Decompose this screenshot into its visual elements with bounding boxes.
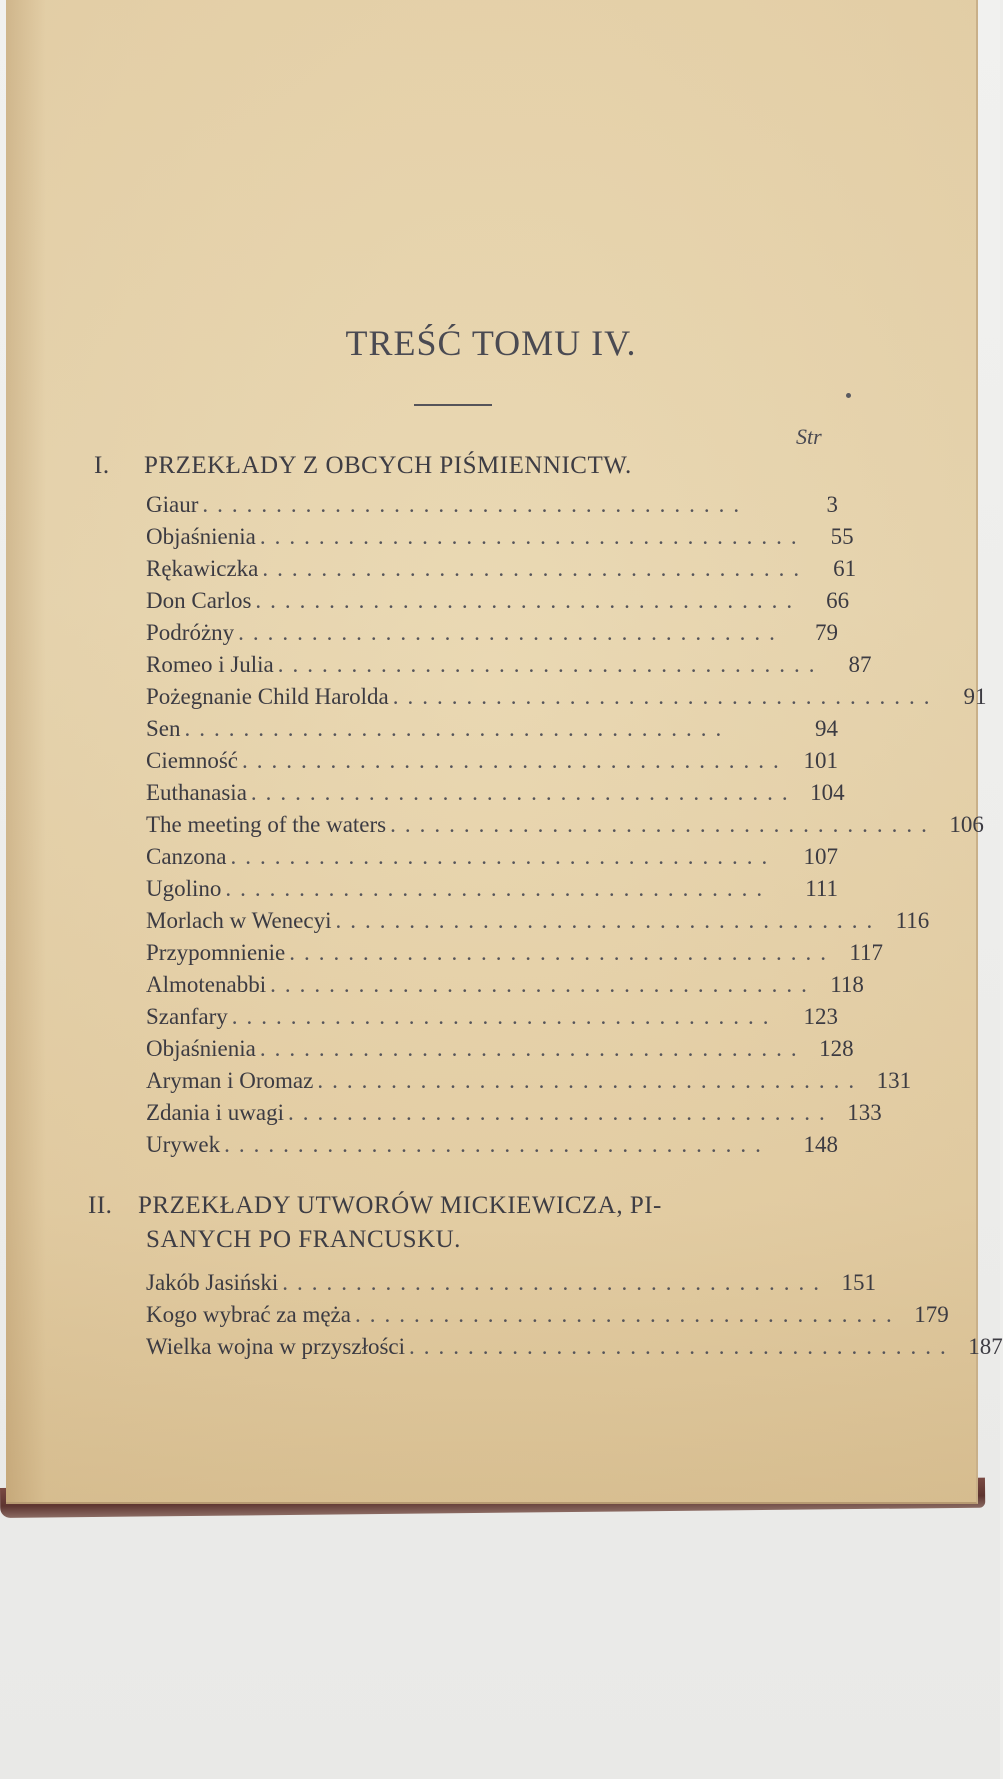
toc-entry [146, 1334, 1003, 1364]
entry-title: Objaśnienia [146, 524, 256, 549]
entry-page: 111 [805, 876, 838, 901]
entry-title: Rękawiczka [146, 556, 259, 581]
entry-page: 61 [833, 556, 857, 581]
entry-title: Zdania i uwagi [146, 1100, 284, 1125]
entry-page: 66 [826, 588, 850, 613]
leader-dots: ..................................... [238, 620, 784, 645]
page-title: TREŚĆ TOMU IV. [345, 323, 637, 363]
entry-page: 55 [830, 524, 854, 549]
toc-entry [146, 1132, 838, 1162]
entry-title: Don Carlos [146, 588, 252, 613]
section-heading-line: PRZEKŁADY UTWORÓW MICKIEWICZA, PI- [138, 1192, 662, 1219]
entry-page: 116 [895, 908, 930, 933]
toc-entry [146, 1100, 882, 1130]
entry-title: Sen [146, 716, 181, 741]
section-number: II. [88, 1192, 113, 1219]
entry-page: 107 [803, 844, 838, 869]
toc-entry [146, 780, 845, 810]
toc-entry [146, 812, 984, 842]
entry-page: 91 [963, 684, 987, 709]
leader-dots: ..................................... [242, 748, 788, 773]
book-page [6, 0, 1003, 1504]
toc-entry [146, 1068, 912, 1098]
entry-title: Pożegnanie Child Harolda [146, 684, 389, 709]
entry-page: 179 [914, 1302, 949, 1327]
entry-page: 79 [815, 620, 838, 645]
page-column-label: Str [796, 424, 822, 449]
entry-page: 123 [803, 1004, 838, 1029]
section-heading-line: SANYCH PO FRANCUSKU. [146, 1226, 461, 1253]
leader-dots: ..................................... [409, 1334, 955, 1359]
section-heading-continued [146, 1226, 461, 1254]
leader-dots: ..................................... [259, 524, 806, 549]
section-number: I. [94, 452, 110, 479]
leader-dots: ..................................... [317, 1068, 864, 1093]
entry-page: 106 [949, 812, 984, 837]
entry-page: 87 [848, 652, 872, 677]
entry-title: Euthanasia [146, 780, 247, 805]
leader-dots: ..................................... [231, 1004, 778, 1029]
toc-entry [146, 748, 838, 778]
entry-title: Objaśnienia [146, 1036, 256, 1061]
section-heading [94, 452, 632, 480]
entry-title: Szanfary [146, 1004, 228, 1029]
entry-title: Almotenabbi [146, 972, 267, 997]
leader-dots: ..................................... [184, 716, 731, 741]
leader-dots: ..................................... [230, 844, 777, 869]
entry-page: 118 [830, 972, 864, 997]
toc-entry [146, 620, 838, 650]
toc-entry [146, 716, 838, 746]
leader-dots: ..................................... [354, 1302, 901, 1327]
entry-page: 131 [876, 1068, 912, 1093]
entry-title: Romeo i Julia [146, 652, 274, 677]
entry-page: 117 [849, 940, 883, 965]
toc-entry [146, 1036, 854, 1066]
leader-dots: ..................................... [270, 972, 816, 997]
toc-entry [146, 1270, 876, 1300]
toc-entry [146, 524, 854, 554]
toc-entry [146, 876, 838, 906]
leader-dots: ..................................... [225, 876, 772, 901]
entry-title: Morlach w Wenecyi [146, 908, 332, 933]
leader-dots: ..................................... [259, 1036, 806, 1061]
toc-entry [146, 972, 864, 1002]
leader-dots: ..................................... [250, 780, 797, 805]
leader-dots: ..................................... [282, 1270, 828, 1295]
entry-title: Przypomnienie [146, 940, 286, 965]
entry-title: The meeting of the waters [146, 812, 387, 837]
entry-title: Ugolino [146, 876, 222, 901]
toc-entry [146, 492, 838, 522]
section-heading-line: PRZEKŁADY Z OBCYCH PIŚMIENNICTW. [144, 452, 632, 479]
entry-title: Wielka wojna w przyszłości [146, 1334, 406, 1359]
leader-dots: ..................................... [224, 1132, 770, 1157]
entry-page: 3 [826, 492, 838, 517]
entry-title: Podróżny [146, 620, 235, 645]
entry-title: Giaur [146, 492, 199, 517]
entry-title: Aryman i Oromaz [146, 1068, 314, 1093]
section-heading [88, 1192, 662, 1220]
leader-dots: ..................................... [287, 1100, 834, 1125]
entry-title: Jakób Jasiński [146, 1270, 279, 1295]
toc-entry [146, 1004, 838, 1034]
entry-title: Ciemność [146, 748, 238, 773]
entry-page: 187 [968, 1334, 1003, 1359]
leader-dots: ..................................... [335, 908, 882, 933]
leader-dots: ..................................... [392, 684, 939, 709]
entry-page: 101 [803, 748, 838, 773]
leader-dots: ..................................... [202, 492, 749, 517]
entry-page: 133 [847, 1100, 882, 1125]
entry-page: 104 [810, 780, 845, 805]
entry-page: 148 [803, 1132, 838, 1157]
toc-entry [146, 684, 987, 714]
toc-entry [146, 588, 850, 618]
entry-page: 151 [841, 1270, 876, 1295]
leader-dots: ..................................... [262, 556, 809, 581]
toc-entry [146, 844, 838, 874]
toc-entry [146, 556, 857, 586]
table-of-contents [6, 0, 1003, 1500]
toc-entry [146, 940, 883, 970]
leader-dots: ..................................... [390, 812, 936, 837]
entry-title: Urywek [146, 1132, 221, 1157]
leader-dots: ..................................... [255, 588, 802, 613]
toc-entry [146, 908, 930, 938]
entry-page: 128 [819, 1036, 854, 1061]
entry-title: Kogo wybrać za męża [146, 1302, 351, 1327]
entry-page: 94 [815, 716, 838, 741]
title-divider [414, 404, 492, 406]
toc-entry [146, 1302, 949, 1332]
leader-dots: ..................................... [289, 940, 835, 965]
ink-speck [846, 393, 851, 398]
entry-title: Canzona [146, 844, 227, 869]
toc-entry [146, 652, 872, 682]
leader-dots: ..................................... [277, 652, 824, 677]
